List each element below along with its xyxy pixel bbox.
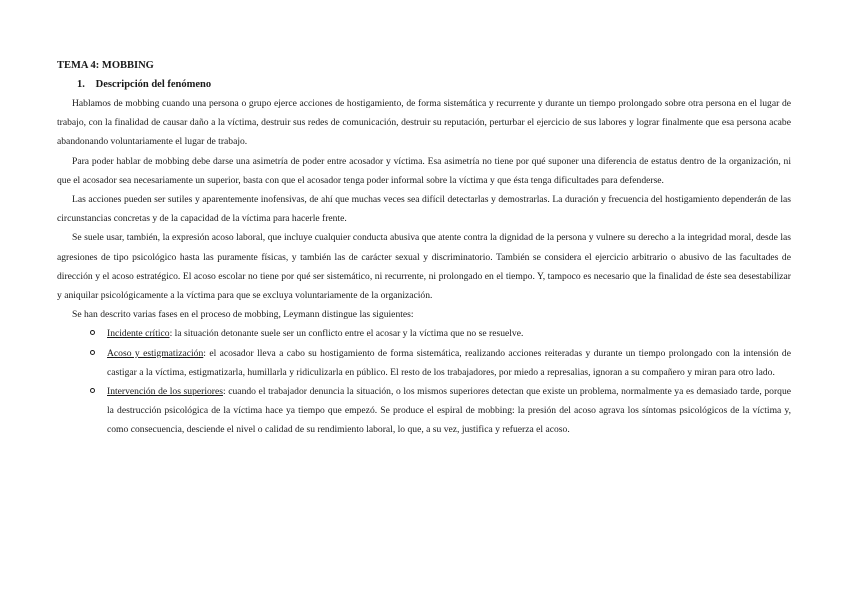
phase-term: Incidente crítico (107, 328, 170, 340)
bullet-icon (90, 350, 95, 355)
phase-text: : la situación detonante suele ser un conflicto entre el acosar y la víctima que no se resuelve. (169, 328, 524, 340)
section-label: Descripción del fenómeno (95, 79, 212, 90)
bullet-icon (90, 388, 95, 393)
bullet-icon (90, 330, 95, 335)
paragraph: Hablamos de mobbing cuando una persona o grupo ejerce acciones de hostigamiento, de forma sistemática y recurrente y durante un tiempo prolongado sobre otra persona en el lugar de trabajo, con la finalidad de causar daño a la víctima, destruir sus redes de comunicación, destruir su reputación, perturbar el ejercicio de sus labores y lograr finalmente que esa persona acabe abandonando voluntariamente el lugar de trabajo. (57, 98, 791, 148)
phase-text: : el acosador lleva a cabo su hostigamiento de forma sistemática, realizando acciones reiteradas y durante un tiempo prolongado con la intensión de castigar a la víctima, estigmatizarla, humillarla y ridiculizarla en público. El resto de los trabajadores, por miedo a represalias, ignoran a su compañero y miran para otro lado. (107, 347, 791, 378)
paragraph: Se han descrito varias fases en el proceso de mobbing, Leymann distingue las siguientes: (72, 309, 414, 321)
paragraph: Las acciones pueden ser sutiles y aparentemente inofensivas, de ahí que muchas veces sea difícil detectarlas y demostrarlas. La duración y frecuencia del hostigamiento dependerán de las circunstancias concretas y de la capacidad de la víctima para hacerle frente. (57, 194, 791, 225)
document-title: TEMA 4: MOBBING (57, 60, 154, 71)
list-item (107, 382, 791, 440)
paragraph: Para poder hablar de mobbing debe darse una asimetría de poder entre acosador y víctima. Esa asimetría no tiene por qué suponer una diferencia de estatus dentro de la organización, ni que el acosador sea necesariamente un superior, basta con que el acosador tenga poder informal sobre la víctima y que ésta tenga dificultades para defenderse. (57, 155, 791, 186)
phase-term: Intervención de los superiores (107, 386, 223, 398)
phase-term: Acoso y estigmatización (107, 347, 204, 359)
section-number: 1. (77, 79, 85, 90)
section-heading (77, 75, 791, 94)
phases-list (57, 324, 791, 439)
paragraph: Se suele usar, también, la expresión acoso laboral, que incluye cualquier conducta abusiva que atente contra la dignidad de la persona y vulnere su derecho a la integridad moral, desde las agresiones de tipo psicológico hasta las puramente físicas, y también las de carácter sexual y discriminatorio. También se considera el ejercicio arbitrario o abusivo de las facultades de dirección y el acoso estratégico. El acoso escolar no tiene por qué ser sistemático, ni recurrente, ni prolongado en el tiempo. Y, tampoco es necesario que la finalidad de éste sea desestabilizar y aniquilar psicológicamente a la víctima para que se excluya voluntariamente de la organización. (57, 232, 791, 302)
list-item (107, 344, 791, 382)
list-item (107, 324, 791, 343)
phase-text: : cuando el trabajador denuncia la situación, o los mismos superiores detectan que existe un problema, normalmente ya es demasiado tarde, porque la destrucción psicológica de la víctima hace ya tiempo que empezó. Se produce el espiral de mobbing: la presión del acoso agrava los síntomas psicológicos de la víctima y, como consecuencia, desciende el nivel o calidad de su rendimiento laboral, lo que, a su vez, justifica y refuerza el acoso. (107, 386, 792, 436)
